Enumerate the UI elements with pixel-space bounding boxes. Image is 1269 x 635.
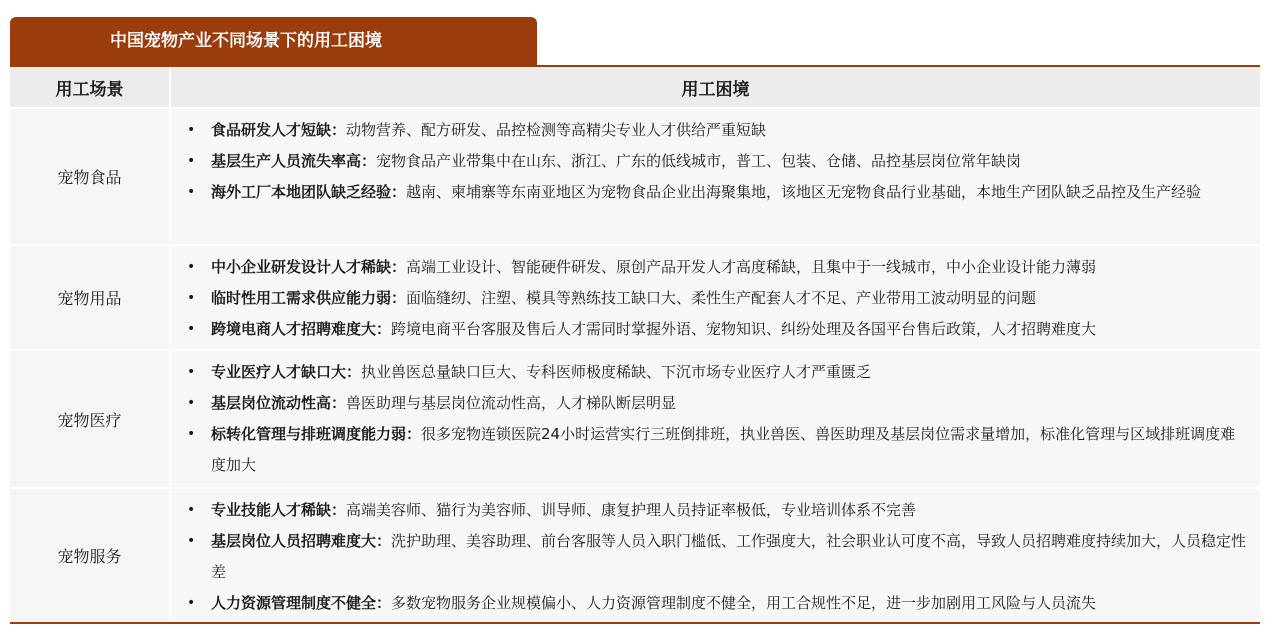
list-item (183, 115, 1250, 146)
item-desc: 跨境电商平台客服及售后人才需同时掌握外语、宠物知识、纠纷处理及各国平台售后政策，人才招聘难度大 (391, 320, 1097, 338)
bullet-icon: • (187, 426, 196, 442)
list-item (183, 419, 1250, 481)
list-item (183, 588, 1250, 619)
list-item (183, 283, 1250, 314)
item-term: 海外工厂本地团队缺乏经验： (211, 183, 407, 201)
list-item (183, 146, 1250, 177)
scene-label: 宠物用品 (10, 246, 171, 349)
bullet-icon: • (187, 259, 196, 275)
scene-label: 宠物食品 (10, 109, 171, 244)
list-item (183, 526, 1250, 588)
table-title: 中国宠物产业不同场景下的用工困境 (10, 17, 537, 65)
table-row-pet-service (10, 487, 1260, 622)
item-term: 基层生产人员流失率高： (211, 152, 377, 170)
bullet-icon: • (187, 290, 196, 306)
bottom-divider (10, 622, 1260, 624)
bullet-icon: • (187, 533, 196, 549)
scene-label: 宠物医疗 (10, 351, 171, 487)
item-desc: 高端工业设计、智能硬件研发、原创产品开发人才高度稀缺，且集中于一线城市，中小企业设计能力薄弱 (406, 258, 1097, 276)
bullet-icon: • (187, 184, 196, 200)
list-item (183, 388, 1250, 419)
item-term: 临时性用工需求供应能力弱： (211, 289, 407, 307)
item-term: 中小企业研发设计人才稀缺： (211, 258, 407, 276)
bullet-icon: • (187, 122, 196, 138)
bullet-icon: • (187, 395, 196, 411)
bullet-icon: • (187, 153, 196, 169)
header-dilemma: 用工困境 (681, 79, 750, 100)
item-term: 跨境电商人才招聘难度大： (211, 320, 392, 338)
item-desc: 面临缝纫、注塑、模具等熟练技工缺口大、柔性生产配套人才不足、产业带用工波动明显的问题 (406, 289, 1037, 307)
item-term: 基层岗位人员招聘难度大： (211, 532, 392, 550)
dilemma-cell (171, 351, 1260, 487)
item-desc: 洗护助理、美容助理、前台客服等人员入职门槛低、工作强度大，社会职业认可度不高，导致人员招聘难度持续加大，人员稳定性差 (211, 532, 1247, 581)
bullet-icon: • (187, 502, 196, 518)
dilemma-cell (171, 246, 1260, 349)
item-desc: 执业兽医总量缺口巨大、专科医师极度稀缺、下沉市场专业医疗人才严重匮乏 (361, 363, 872, 381)
scene-label: 宠物服务 (10, 489, 171, 622)
table-row-pet-medical (10, 349, 1260, 487)
item-term: 专业医疗人才缺口大： (211, 363, 362, 381)
item-desc: 动物营养、配方研发、品控检测等高精尖专业人才供给严重短缺 (346, 121, 767, 139)
item-term: 食品研发人才短缺： (211, 121, 347, 139)
table-row-pet-food (10, 107, 1260, 244)
item-desc: 兽医助理与基层岗位流动性高，人才梯队断层明显 (346, 394, 677, 412)
list-item (183, 177, 1250, 208)
table-header-row (10, 67, 1260, 107)
dilemma-cell (171, 109, 1260, 244)
list-item (183, 357, 1250, 388)
table-row-pet-supplies (10, 244, 1260, 349)
bullet-icon: • (187, 321, 196, 337)
dilemma-cell (171, 489, 1260, 622)
bullet-icon: • (187, 364, 196, 380)
bullet-icon: • (187, 595, 196, 611)
list-item (183, 252, 1250, 283)
item-term: 人力资源管理制度不健全： (211, 594, 392, 612)
item-desc: 宠物食品产业带集中在山东、浙江、广东的低线城市，普工、包装、仓储、品控基层岗位常年缺岗 (376, 152, 1022, 170)
item-desc: 高端美容师、猫行为美容师、训导师、康复护理人员持证率极低，专业培训体系不完善 (346, 501, 917, 519)
item-desc: 多数宠物服务企业规模偏小、人力资源管理制度不健全，用工合规性不足，进一步加剧用工风险与人员流失 (391, 594, 1097, 612)
item-term: 基层岗位流动性高： (211, 394, 347, 412)
item-desc: 越南、柬埔寨等东南亚地区为宠物食品企业出海聚集地，该地区无宠物食品行业基础，本地生产团队缺乏品控及生产经验 (406, 183, 1202, 201)
item-term: 标转化管理与排班调度能力弱： (211, 425, 422, 443)
list-item (183, 495, 1250, 526)
item-term: 专业技能人才稀缺： (211, 501, 347, 519)
header-scene: 用工场景 (10, 67, 171, 107)
labor-dilemma-table (10, 67, 1260, 622)
item-desc: 很多宠物连锁医院24小时运营实行三班倒排班，执业兽医、兽医助理及基层岗位需求量增加，标准化管理与区域排班调度难度加大 (211, 425, 1236, 474)
list-item (183, 314, 1250, 345)
